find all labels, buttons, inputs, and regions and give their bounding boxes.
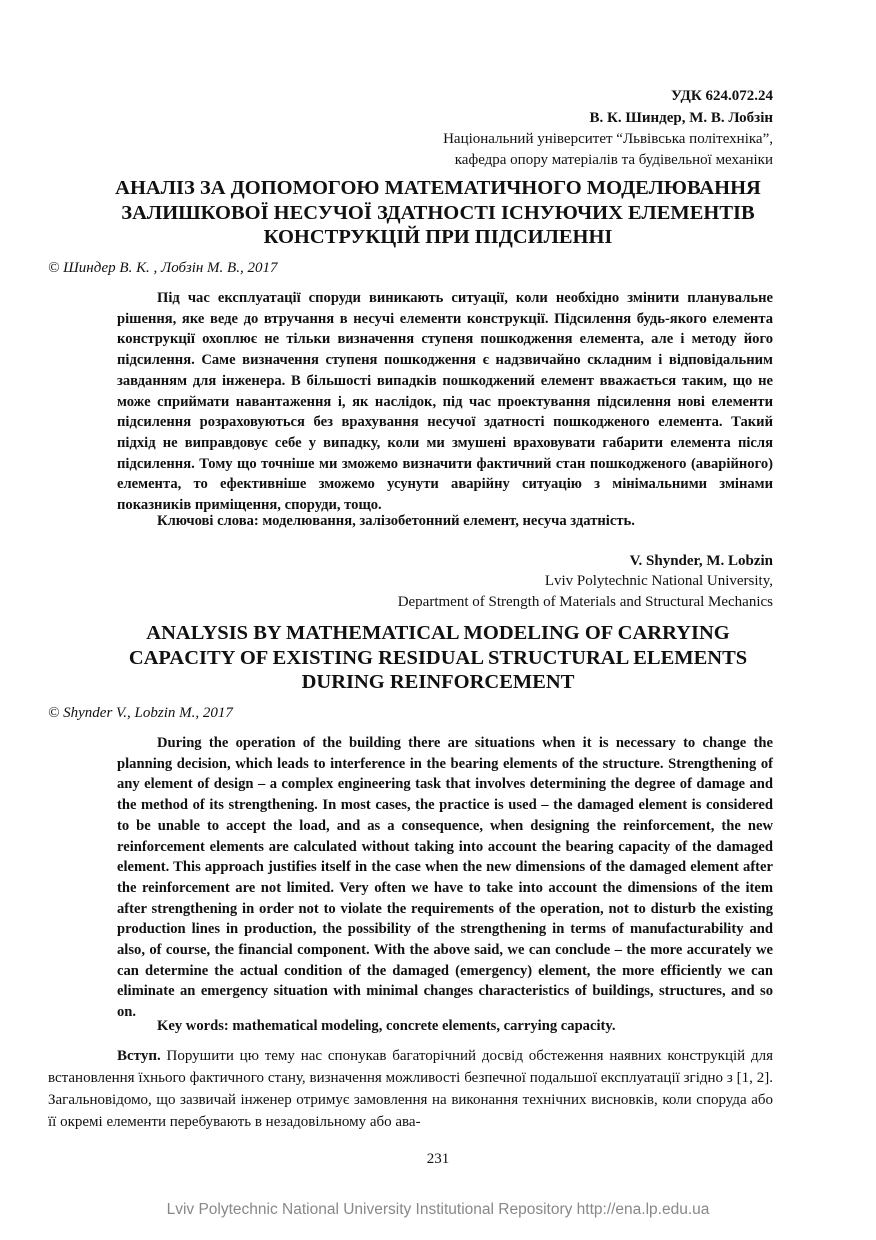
copyright-ua: © Шиндер В. К. , Лобзін М. В., 2017: [48, 260, 278, 276]
authors-en: V. Shynder, M. Lobzin: [629, 553, 773, 569]
intro-text: Порушити цю тему нас спонукав багаторічний досвід обстеження наявних конструкцій для встановлення їхнього фактичного стану, визначення можливості безпечної подальшої експлуатації згідно з [1, 2]. Загальновідомо, що зазвичай інженер отримує замовлення на виконання технічних висновків, коли споруда або її окремі елементи перебувають в незадовільному або ава-: [48, 1048, 773, 1130]
affiliation-en-1: Lviv Polytechnic National University,: [544, 573, 773, 589]
affiliation-ua-2: кафедра опору матеріалів та будівельної механіки: [454, 152, 773, 168]
udk-code: УДК 624.072.24: [671, 88, 773, 104]
repository-footer: Lviv Polytechnic National University Institutional Repository http://ena.lp.edu.ua: [166, 1201, 710, 1218]
page-number: 231: [426, 1151, 450, 1167]
keywords-ua: Ключові слова: моделювання, залізобетонний елемент, несуча здатність.: [157, 513, 635, 529]
title-ua-line: ЗАЛИШКОВОЇ НЕСУЧОЇ ЗДАТНОСТІ ІСНУЮЧИХ ЕЛЕМЕНТІВ: [121, 201, 755, 224]
affiliation-en-2: Department of Strength of Materials and Structural Mechanics: [397, 594, 773, 610]
abstract-en: During the operation of the building there are situations when it is necessary to change the planning decision, which leads to interference in the bearing elements of the structure. Strengthening of any element of design – a complex engineering task that involves determining the degree of damage and the method of its strengthening. In most cases, the practice is used – the damaged element is considered to be unable to accept the load, and as a consequence, when designing the reinforcement, the new reinforcement elements are calculated without taking into account the bearing capacity of the damaged element. This approach justifies itself in the case when the new dimensions of the damaged element after the reinforcement are not limited. Very often we have to take into account the dimensions of the item after strengthening in order not to violate the requirements of the operation, not to disturb the existing production lines in production, the possibility of the strengthening in terms of manufacturability and also, of course, the financial component. With the above said, we can conclude – the more accurately we can determine the actual condition of the damaged (emergency) element, the more efficiently we can eliminate an emergency situation with minimal changes characteristics of buildings, structures, and so on.: [117, 735, 773, 1021]
title-en-line: ANALYSIS BY MATHEMATICAL MODELING OF CARRYING: [146, 622, 730, 644]
title-en: [60, 621, 816, 695]
intro-paragraph: [48, 1045, 773, 1133]
authors-ua: В. К. Шиндер, М. В. Лобзін: [589, 110, 773, 126]
title-ua-line: КОНСТРУКЦІЙ ПРИ ПІДСИЛЕННІ: [263, 226, 613, 248]
copyright-en: © Shynder V., Lobzin M., 2017: [48, 705, 233, 721]
affiliation-ua-1: Національний університет “Львівська політехніка”,: [443, 131, 773, 147]
title-ua: [60, 176, 816, 250]
keywords-en: Key words: mathematical modeling, concrete elements, carrying capacity.: [157, 1018, 616, 1034]
title-en-line: DURING REINFORCEMENT: [301, 671, 575, 693]
title-en-line: CAPACITY OF EXISTING RESIDUAL STRUCTURAL ELEMENTS: [128, 646, 748, 669]
abstract-ua: Під час експлуатації споруди виникають ситуації, коли необхідно змінити планувальне рішення, яке веде до втручання в несучі елементи конструкції. Підсилення будь-якого елемента конструкції охоплює не тільки визначення ступеня пошкодження елемента, але і методу його підсилення. Саме визначення ступеня пошкодження є надзвичайно складним і відповідальним завданням для інженера. В більшості випадків пошкоджений елемент вважається таким, що не може сприймати навантаження і, як наслідок, під час проектування підсилення нові елементи підсилення розраховуються без врахування несучої здатності пошкодженого елемента. Такий підхід не виправдовує себе у випадку, коли ми змушені враховувати габарити елемента після підсилення. Тому що точніше ми зможемо визначити фактичний стан пошкодженого (аварійного) елемента, то ефективніше зможемо усунути аварійну ситуацію з мінімальними змінами показників приміщення, споруди, тощо.: [117, 290, 773, 514]
title-ua-line: АНАЛІЗ ЗА ДОПОМОГОЮ МАТЕМАТИЧНОГО МОДЕЛЮВАННЯ: [115, 177, 761, 199]
intro-lead: Вступ.: [117, 1048, 161, 1064]
